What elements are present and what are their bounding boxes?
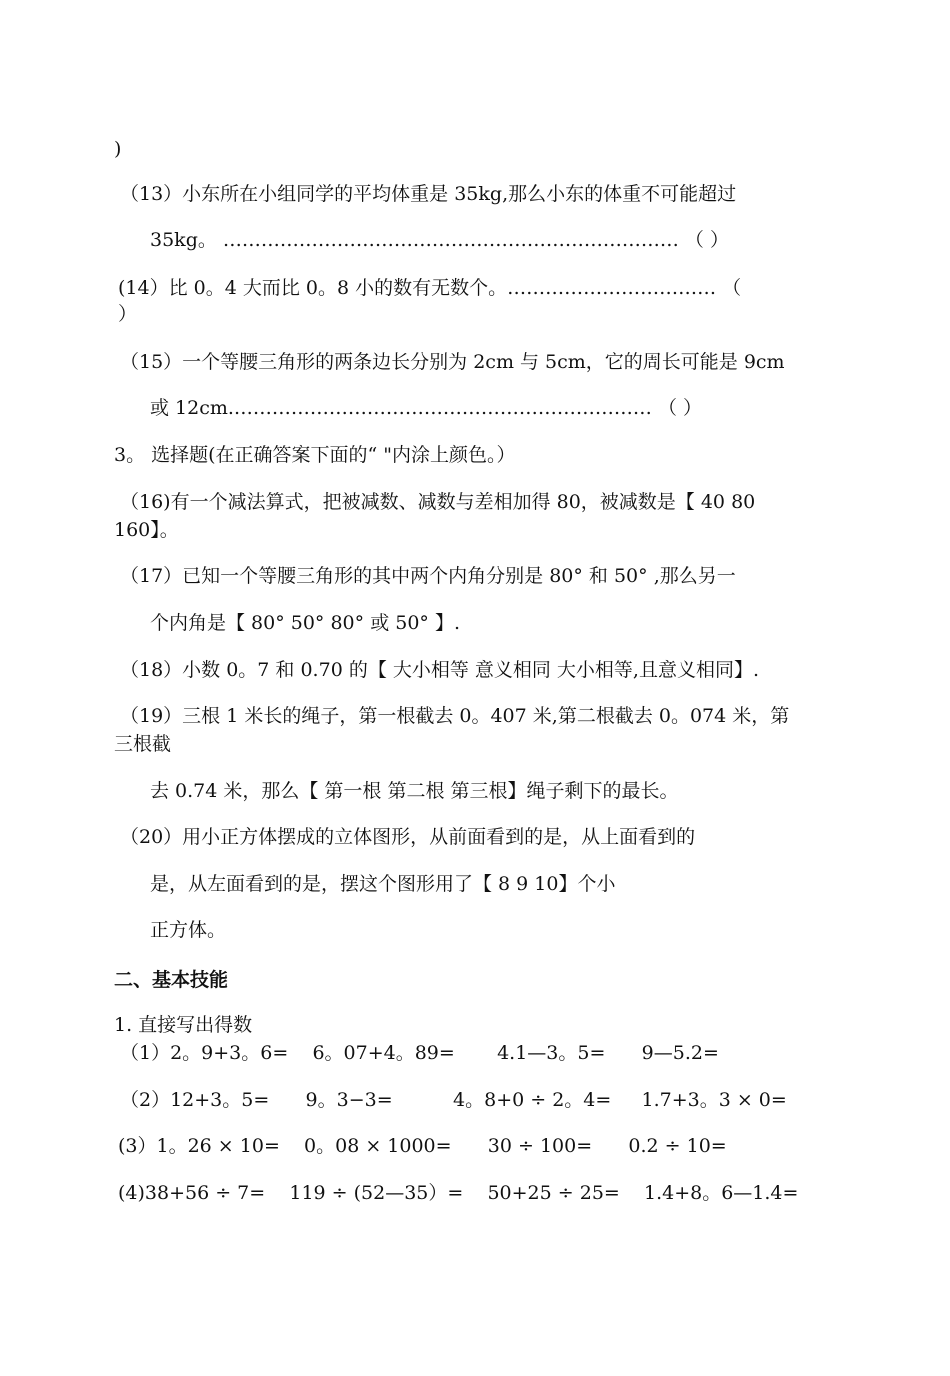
question-17: （17）已知一个等腰三角形的其中两个内角分别是 80° 和 50° ,那么另一 [120, 565, 736, 587]
question-14: (14）比 0。4 大而比 0。8 小的数有无数个。…………………………… （ [118, 277, 742, 299]
question-20-cont: 是，从左面看到的是，摆这个图形用了【 8 9 10】个小 [150, 873, 616, 895]
question-20-cont-2: 正方体。 [150, 919, 227, 941]
text-line: ) [114, 138, 122, 160]
question-15-cont: 或 12cm.………………………………………………………… （ ） [150, 397, 702, 419]
subsection-direct-answers: 1. 直接写出得数 [114, 1014, 253, 1036]
arithmetic-row-2: （2）12+3。5= 9。3−3= 4。8+0 ÷ 2。4= 1.7+3。3 × 0= [120, 1089, 787, 1111]
question-16: （16)有一个减法算式，把被减数、减数与差相加得 80，被减数是【 40 80 [120, 491, 756, 513]
question-14-cont: ） [118, 303, 138, 325]
question-19: （19）三根 1 米长的绳子，第一根截去 0。407 米,第二根截去 0。074 米，第 [120, 705, 790, 727]
question-18: （18）小数 0。7 和 0.70 的【 大小相等 意义相同 大小相等,且意义相同】. [120, 659, 760, 681]
question-19-cont-2: 去 0.74 米，那么【 第一根 第二根 第三根】绳子剩下的最长。 [150, 780, 679, 802]
question-16-cont: 160】。 [114, 519, 179, 541]
question-13: （13）小东所在小组同学的平均体重是 35kg,那么小东的体重不可能超过 [120, 183, 737, 205]
question-19-cont: 三根截 [114, 733, 172, 755]
question-20: （20）用小正方体摆成的立体图形，从前面看到的是，从上面看到的 [120, 826, 696, 848]
section-basic-skills-heading: 二、基本技能 [114, 969, 229, 991]
question-13-cont: 35kg。 ……………………………………………………………… （ ） [150, 229, 729, 251]
arithmetic-row-3: (3）1。26 × 10= 0。08 × 1000= 30 ÷ 100= 0.2 ÷ 10= [118, 1135, 727, 1157]
arithmetic-row-4: (4)38+56 ÷ 7= 119 ÷ (52—35）= 50+25 ÷ 25= 1.4+8。6—1.4= [118, 1182, 799, 1204]
question-17-cont: 个内角是【 80° 50° 80° 或 50° 】. [150, 612, 460, 634]
question-15: （15）一个等腰三角形的两条边长分别为 2cm 与 5cm，它的周长可能是 9cm [120, 351, 785, 373]
section-3-heading: 3。 选择题(在正确答案下面的“ "内涂上颜色。） [114, 444, 516, 466]
arithmetic-row-1: （1）2。9+3。6= 6。07+4。89= 4.1—3。5= 9—5.2= [120, 1042, 719, 1064]
